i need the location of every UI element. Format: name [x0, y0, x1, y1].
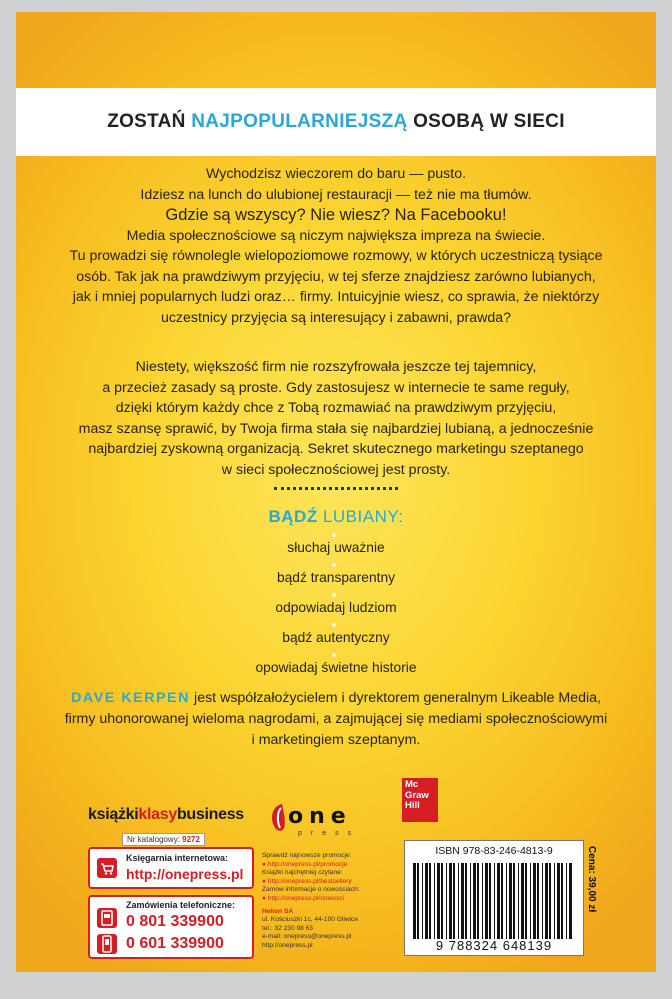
- barcode-bar: [549, 863, 551, 939]
- barcode-bar: [557, 863, 560, 939]
- barcode-box: [404, 840, 584, 956]
- author-name: DAVE KERPEN: [71, 690, 191, 706]
- banner-title: [107, 111, 565, 133]
- author-line: i marketingiem szeptanym.: [251, 732, 421, 748]
- rules-heading-light: LUBIANY:: [317, 507, 404, 526]
- banner-highlight: NAJPOPULARNIEJSZĄ: [191, 111, 408, 132]
- barcode-bar: [470, 863, 471, 939]
- logo-line: Mc: [405, 779, 419, 790]
- barcode-bar: [477, 863, 479, 939]
- mcgraw-hill-logo: [402, 778, 438, 822]
- online-shop-card[interactable]: [88, 847, 254, 889]
- publisher-website: http://onepress.pl: [262, 941, 313, 949]
- info-line: Sprawdź najnowsze promocje:: [262, 852, 352, 859]
- author-line: jest współzałożycielem i dyrektorem generalnym Likeable Media,: [190, 690, 601, 706]
- intro-paragraph: [16, 164, 656, 328]
- info-line: Zamów informacje o nowościach:: [262, 886, 360, 894]
- cart-icon: [96, 857, 118, 879]
- barcode-bar: [509, 863, 512, 939]
- barcode-number: 9 788324 648139: [435, 938, 553, 953]
- bullet-dot: [332, 653, 336, 657]
- banner-part2: OSOBĄ W SIECI: [407, 111, 565, 132]
- info-line: Książki najchętniej czytane:: [262, 869, 343, 877]
- intro-line: Tu prowadzi się równolegle wielopoziomowe rozmowy, w których uczestniczą tysiące: [69, 248, 603, 264]
- rules-heading: [16, 507, 656, 527]
- bullet-dot: [332, 533, 336, 537]
- phone-number-2: 0 601 339900: [126, 935, 224, 952]
- mobile-phone-icon: [96, 933, 118, 955]
- bullet-dot: [332, 563, 336, 567]
- news-link[interactable]: ● http://onepress.pl/nowosci: [262, 894, 345, 902]
- barcode-bar: [489, 863, 491, 939]
- secret-line: w sieci społecznościowej jest prosty.: [221, 461, 451, 478]
- barcode-bar: [485, 863, 488, 939]
- barcode-bar: [413, 863, 416, 939]
- publisher-logo-text: one: [288, 804, 352, 829]
- series-logo: [88, 806, 244, 824]
- title-banner: [16, 88, 656, 156]
- publisher-email: e-mail: onepress@onepress.pl: [262, 933, 352, 941]
- bullet-dot: [332, 623, 336, 627]
- publisher-info: [262, 852, 412, 951]
- barcode-bar: [525, 863, 527, 939]
- publisher-phone: tel.: 32 230 98 63: [262, 924, 313, 932]
- banner-part1: ZOSTAŃ: [107, 111, 192, 132]
- promo-link[interactable]: ● http://onepress.pl/promocje: [262, 860, 348, 868]
- barcode-bar: [569, 863, 572, 939]
- catalog-number: [122, 833, 205, 846]
- price-label: Cena: 39,00 zł: [586, 846, 597, 913]
- intro-line: jak i mniej popularnych ludzi oraz… firmy. Intuicyjnie wiesz, co sprawia, że niektórzy: [72, 289, 600, 305]
- rule-item: bądź transparentny: [276, 570, 396, 585]
- shop-url-link[interactable]: http://onepress.pl: [126, 866, 244, 882]
- author-bio: [48, 688, 624, 751]
- barcode-bar: [473, 863, 476, 939]
- intro-line: Idziesz na lunch do ulubionej restauracji — też nie ma tłumów.: [140, 186, 532, 203]
- barcode-bar: [437, 863, 440, 939]
- barcode-bar: [482, 863, 483, 939]
- barcode-bar: [501, 863, 503, 939]
- intro-line: Wychodzisz wieczorem do baru — pusto.: [205, 166, 467, 182]
- bullet-dot: [332, 593, 336, 597]
- secret-line: Niestety, większość firm nie rozszyfrowała jeszcze tej tajemnicy,: [135, 359, 537, 375]
- barcode-bar: [513, 863, 515, 939]
- series-part1: książki: [88, 806, 139, 823]
- barcode-bar: [449, 863, 452, 939]
- publisher-logo-sub: press: [298, 830, 361, 837]
- barcode-bar: [494, 863, 495, 939]
- barcode-bar: [446, 863, 447, 939]
- barcode-bar: [497, 863, 500, 939]
- phone-order-card: [88, 895, 254, 959]
- barcode-bar: [537, 863, 539, 939]
- barcode-bar: [422, 863, 423, 939]
- barcode-bar: [461, 863, 464, 939]
- barcode-bar: [453, 863, 455, 939]
- intro-line: uczestnicy przyjęcia są interesujący i zabawni, prawda?: [160, 309, 512, 326]
- book-cover: [16, 12, 656, 972]
- dotted-divider: [274, 487, 398, 490]
- logo-line: Graw: [405, 789, 429, 801]
- secret-line: dzięki którym każdy chce z Tobą rozmawiać na prawdziwym przyjęciu,: [115, 400, 557, 416]
- secret-line: a przecież zasady są proste. Gdy zastosujesz w internecie te same reguły,: [102, 379, 570, 396]
- barcode-bar: [530, 863, 531, 939]
- barcode-bar: [566, 863, 567, 939]
- series-part3: business: [176, 806, 244, 823]
- barcode-bar: [554, 863, 555, 939]
- intro-question: Gdzie są wszyscy? Nie wiesz? Na Facebooku!: [165, 206, 507, 224]
- publisher-name: Helion SA: [262, 907, 294, 915]
- rule-item: słuchaj uważnie: [287, 540, 385, 555]
- catalog-value: 9272: [182, 835, 200, 844]
- secret-line: najbardziej zyskowną organizacją. Sekret skutecznego marketingu szeptanego: [88, 441, 584, 457]
- catalog-label: Nr katalogowy:: [127, 835, 183, 844]
- isbn-label: ISBN 978-83-246-4813-9: [435, 845, 553, 857]
- phone-number-1: 0 801 339900: [126, 913, 224, 930]
- onepress-logo-icon: [268, 802, 290, 836]
- barcode-bar: [465, 863, 467, 939]
- shop-label: Księgarnia internetowa:: [126, 853, 229, 863]
- barcode-bar: [458, 863, 459, 939]
- barcode-bar: [542, 863, 543, 939]
- intro-line: Media społecznościowe są niczym największa impreza na świecie.: [126, 227, 546, 244]
- barcode-bar: [417, 863, 419, 939]
- barcode-bar: [518, 863, 519, 939]
- secret-line: masz szansę sprawić, by Twoja firma stała się najbardziej lubianą, a jednocześnie: [78, 420, 594, 437]
- rule-item: odpowiadaj ludziom: [275, 600, 397, 615]
- barcode-bar: [425, 863, 428, 939]
- bestseller-link[interactable]: ● http://onepress.pl/bestsellery: [262, 877, 352, 885]
- rule-item: bądź autentyczny: [282, 630, 390, 645]
- barcode-bar: [545, 863, 548, 939]
- barcode-bar: [434, 863, 435, 939]
- rules-heading-bold: BĄDŹ: [268, 507, 318, 526]
- series-part2: klasy: [138, 806, 177, 823]
- secret-paragraph: [16, 357, 656, 480]
- barcode-bar: [533, 863, 536, 939]
- barcode-bar: [429, 863, 431, 939]
- publisher-address: ul. Kościuszki 1c, 44-100 Gliwice: [262, 916, 359, 924]
- barcode: [411, 863, 575, 939]
- barcode-bar: [441, 863, 443, 939]
- barcode-bar: [521, 863, 524, 939]
- intro-line: osób. Tak jak na prawdziwym przyjęciu, w tej sferze znajdziesz zarówno lubianych,: [76, 268, 596, 285]
- barcode-bar: [506, 863, 507, 939]
- barcode-bar: [561, 863, 563, 939]
- rule-item: opowiadaj świetne historie: [255, 660, 417, 675]
- phone-label: Zamówienia telefoniczne:: [126, 900, 236, 910]
- author-line: firmy uhonorowanej wieloma nagrodami, a zajmującej się mediami społecznościowymi: [64, 711, 608, 727]
- phone-icon: [96, 907, 118, 929]
- logo-line: Hill: [405, 800, 420, 811]
